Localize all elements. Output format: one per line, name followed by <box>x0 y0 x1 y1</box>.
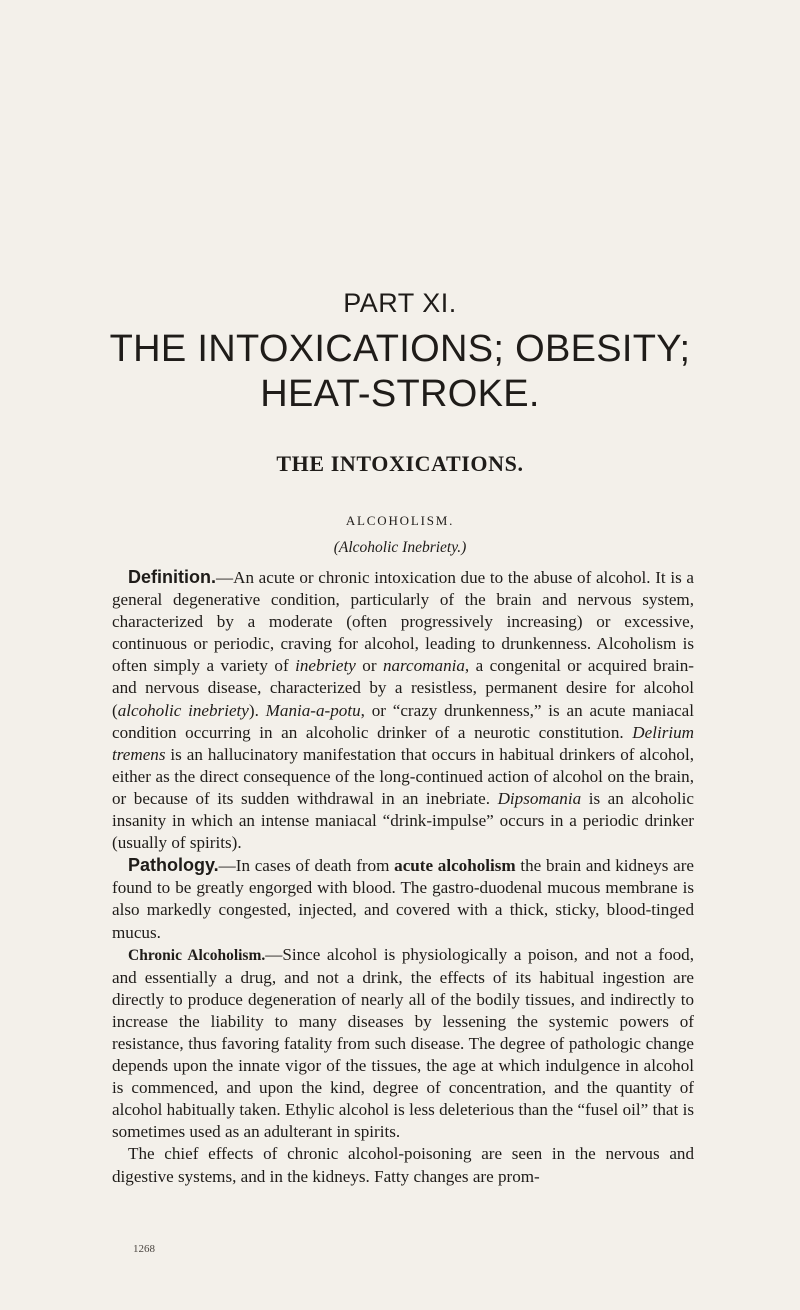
page-number: 1268 <box>133 1243 155 1255</box>
body-text <box>112 566 694 1188</box>
effects-paragraph: The chief effects of chronic alcohol-poisoning are seen in the nervous and digestive systems, and in the kidneys. Fatty changes are prom- <box>112 1144 694 1186</box>
section-heading: THE INTOXICATIONS. <box>276 451 524 476</box>
chronic-alcoholism-heading: Chronic Alcoholism. <box>128 946 266 964</box>
chronic-alcoholism-paragraph: Chronic Alcoholism.—Since alcohol is physiologically a poison, and not a food, and essentially a drug, and not a drink, the effects of its habitual ingestion are directly to produce degeneration of nearly all of the bodily tissues, and indirectly to increase the liability to many diseases by lessening the systemic powers of resistance, thus favoring fatality from such disease. The degree of pathologic change depends upon the innate vigor of the tissues, the age at which indulgence in alcohol is commenced, and upon the kind, degree of concentration, and the quantity of alcohol habitually taken. Ethylic alcohol is less deleterious than the “fusel oil” that is sometimes used as an adulterant in spirits. <box>112 944 694 1142</box>
sub-heading-alternate: (Alcoholic Inebriety.) <box>333 539 467 556</box>
definition-heading: Definition. <box>128 567 216 587</box>
chapter-title: THE INTOXICATIONS; OBESITY; HEAT-STROKE. <box>109 328 691 415</box>
definition-paragraph: Definition.—An acute or chronic intoxication due to the abuse of alcohol. It is a general degenerative condition, particularly of the brain and nervous system, characterized by a moderate (often progressively increasing) or excessive, continuous or periodic, craving for alcohol, leading to drunkenness. Alcoholism is often simply a variety of inebriety or narcomania, a congenital or acquired brain- and nervous disease, characterized by a resistless, permanent desire for alcohol (alcoholic inebriety). Mania-a-potu, or “crazy drunkenness,” is an acute maniacal condition occurring in an alcoholic drinker of a neurotic constitution. Delirium tremens is an hallucinatory manifestation that occurs in habitual drinkers of alcohol, either as the direct consequence of the long-continued action of alcohol on the brain, or because of its sudden withdrawal in an inebriate. Dipsomania is an alcoholic insanity in which an intense maniacal “drink-impulse” occurs in a periodic drinker (usually of spirits). <box>112 567 695 853</box>
part-label: PART XI. <box>343 288 457 318</box>
pathology-paragraph: Pathology.—In cases of death from acute alcoholism the brain and kidneys are found to be greatly engorged with blood. The gastro-duodenal mucous membrane is also markedly congested, injected, and covered with a thick, sticky, blood-tinged mucus. <box>112 855 694 942</box>
sub-heading: ALCOHOLISM. <box>345 513 455 528</box>
pathology-heading: Pathology. <box>128 855 219 876</box>
